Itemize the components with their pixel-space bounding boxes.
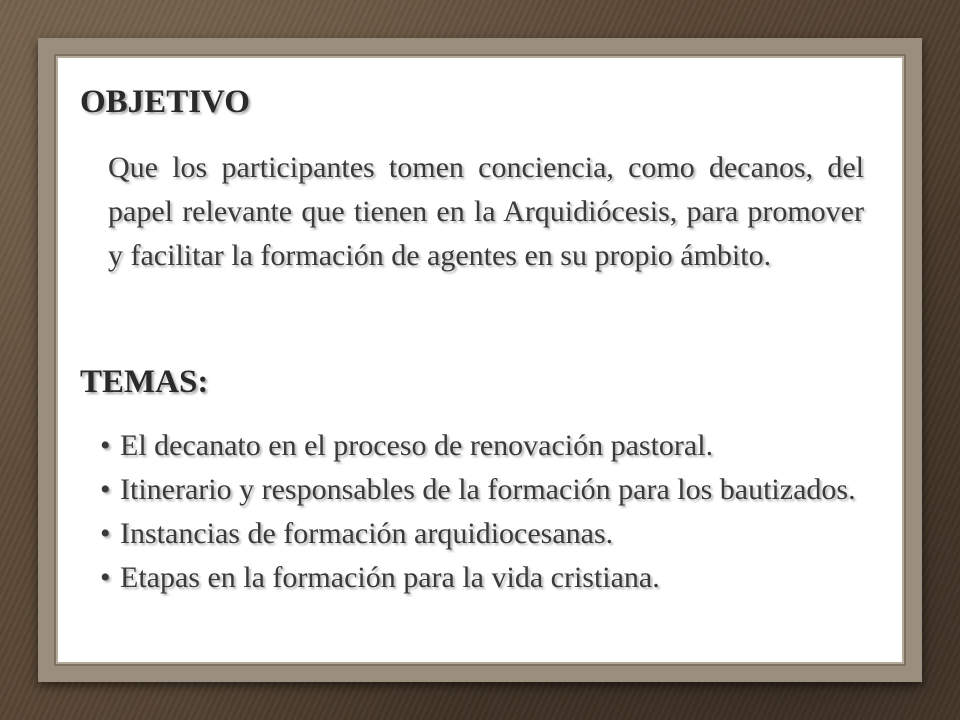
topic-item [100, 424, 882, 468]
topic-item [100, 556, 882, 600]
topic-text: Instancias de formación arquidiocesanas. [120, 517, 614, 550]
bullet-icon: • [100, 561, 111, 594]
topics-list [100, 424, 882, 600]
bullet-icon: • [100, 429, 111, 462]
topics-heading: TEMAS: [80, 364, 209, 400]
topic-text: El decanato en el proceso de renovación pastoral. [120, 429, 714, 462]
bullet-icon: • [100, 473, 111, 506]
bullet-icon: • [100, 517, 111, 550]
topic-item [100, 468, 882, 512]
objective-heading: OBJETIVO [80, 84, 250, 120]
topic-item [100, 512, 882, 556]
objective-text: Que los participantes tomen conciencia, como decanos, del papel relevante que tienen en la Arquidiócesis, para promover y facilitar la formación de agentes en su propio ámbito. [108, 151, 864, 272]
topic-text: Itinerario y responsables de la formación para los bautizados. [120, 473, 856, 506]
topic-text: Etapas en la formación para la vida cristiana. [120, 561, 660, 594]
